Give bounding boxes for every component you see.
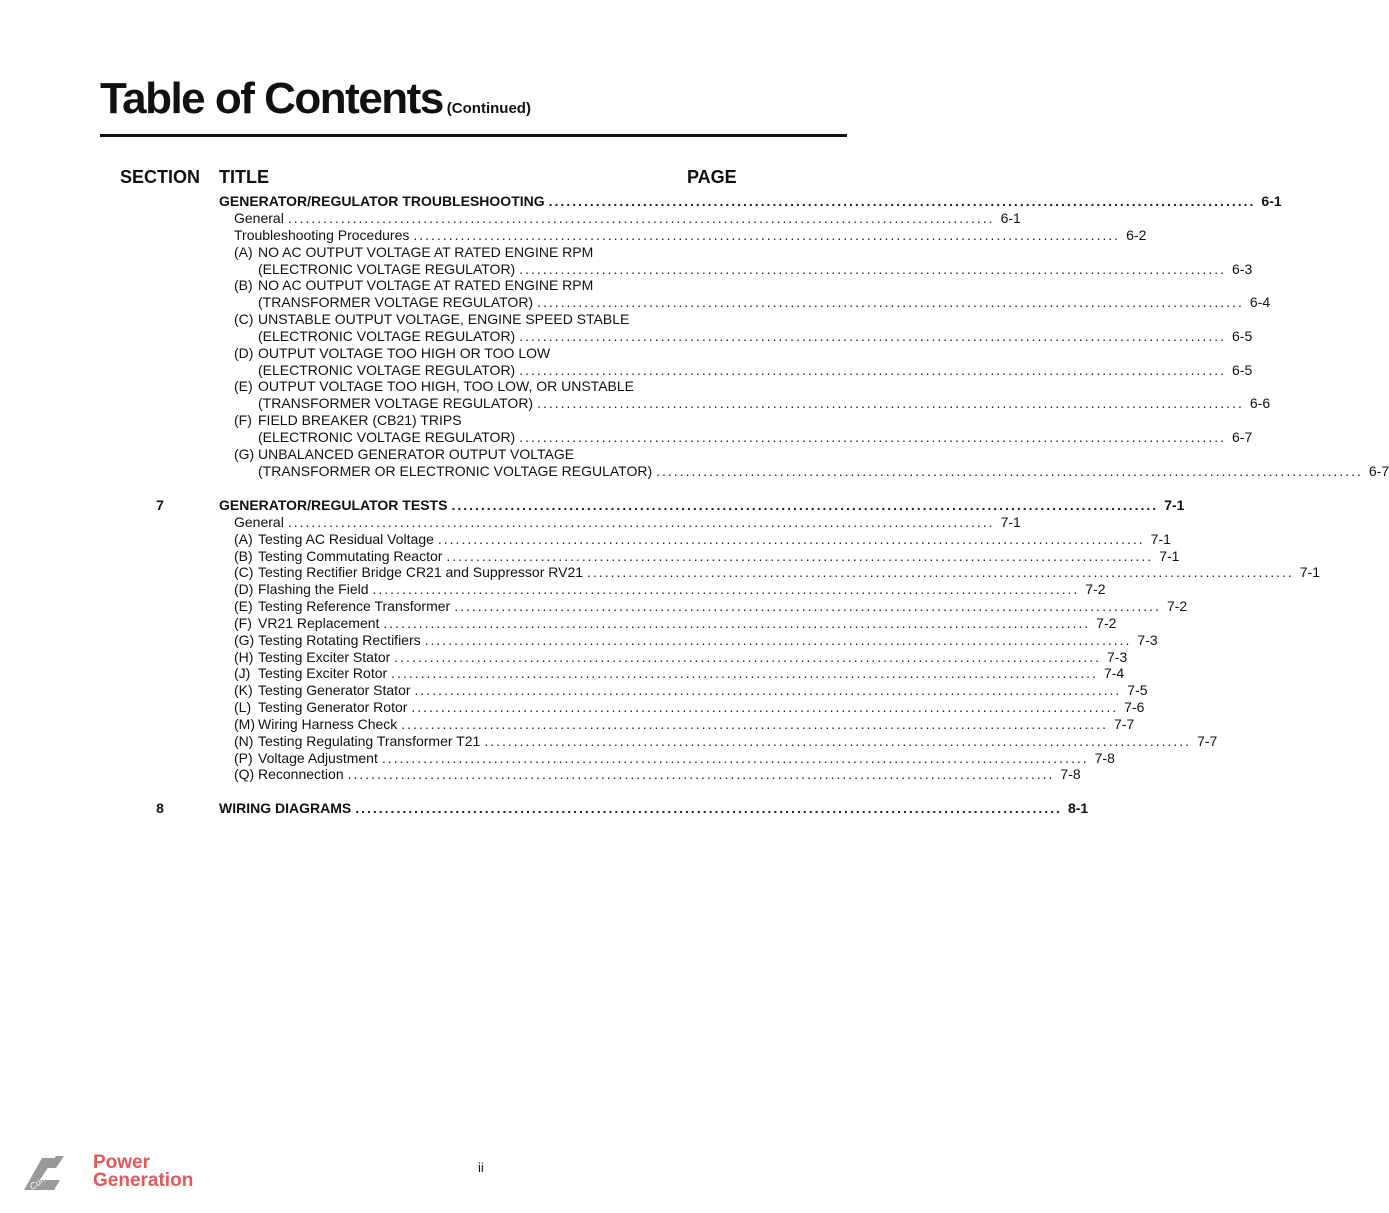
entry-page: 6-5 xyxy=(1232,328,1253,344)
toc-row xyxy=(0,395,1271,412)
continued-label: (Continued) xyxy=(446,100,531,117)
entry-page: 7-8 xyxy=(1060,766,1081,782)
entry-text: NO AC OUTPUT VOLTAGE AT RATED ENGINE RPM xyxy=(258,277,594,293)
entry-text: General xyxy=(234,210,284,226)
entry-page: 7-2 xyxy=(1085,581,1106,597)
entry-title xyxy=(234,766,344,783)
toc-row xyxy=(0,446,944,463)
dot-leader: ........................................................................................................................ xyxy=(446,548,1154,564)
entry-page: 7-4 xyxy=(1103,665,1125,681)
dot-leader: ........................................................................................................................ xyxy=(411,699,1119,715)
entry-text: (TRANSFORMER VOLTAGE REGULATOR) xyxy=(258,294,534,310)
toc-row xyxy=(0,261,1253,278)
dot-leader: ........................................................................................................................ xyxy=(383,615,1091,631)
entry-title xyxy=(234,412,462,429)
dot-leader: ........................................................................................................................ xyxy=(519,261,1226,277)
entry-text: WIRING DIAGRAMS xyxy=(219,800,352,816)
entry-letter: (F) xyxy=(234,615,252,631)
toc-row xyxy=(0,564,1321,581)
toc-row xyxy=(0,412,944,429)
dot-leader: ........................................................................................................................ xyxy=(287,514,995,530)
dot-leader: ........................................................................................................................ xyxy=(548,193,1256,209)
entry-letter: (C) xyxy=(234,311,254,327)
entry-title xyxy=(234,564,583,581)
entry-letter: (L) xyxy=(234,699,252,715)
entry-page: 6-1 xyxy=(1261,193,1282,209)
entry-page: 7-1 xyxy=(1000,514,1021,530)
entry-title xyxy=(234,699,407,716)
entry-text: Testing AC Residual Voltage xyxy=(258,531,434,547)
dot-leader: ........................................................................................................................ xyxy=(587,564,1294,580)
entry-letter: (J) xyxy=(234,665,251,681)
dot-leader: ........................................................................................................................ xyxy=(381,750,1089,766)
entry-text: Reconnection xyxy=(258,766,344,782)
entry-letter: (H) xyxy=(234,649,254,665)
entry-title xyxy=(234,665,387,682)
toc-row xyxy=(0,429,1253,446)
entry-letter: (F) xyxy=(234,412,252,428)
toc-row xyxy=(0,598,1188,615)
entry-page: 6-5 xyxy=(1232,362,1253,378)
cummins-logo-icon xyxy=(20,1150,90,1195)
logo-mark-text: Cummins xyxy=(27,1161,65,1192)
toc-row xyxy=(0,193,1282,210)
entry-letter: (Q) xyxy=(234,766,255,782)
entry-text: Testing Regulating Transformer T21 xyxy=(258,733,481,749)
toc-row xyxy=(0,750,1115,767)
dot-leader: ........................................................................................................................ xyxy=(656,463,1363,479)
dot-leader: ........................................................................................................................ xyxy=(437,531,1145,547)
entry-letter: (C) xyxy=(234,564,254,580)
entry-text: General xyxy=(234,514,284,530)
entry-text: Wiring Harness Check xyxy=(258,716,398,732)
entry-text: FIELD BREAKER (CB21) TRIPS xyxy=(258,412,462,428)
dot-leader: ........................................................................................................................ xyxy=(451,497,1159,513)
entry-text: (TRANSFORMER OR ELECTRONIC VOLTAGE REGULATOR) xyxy=(258,463,653,479)
toc-row xyxy=(0,733,1218,750)
entry-letter: (A) xyxy=(234,531,253,547)
entry-title xyxy=(219,497,447,514)
toc-row xyxy=(0,632,1158,649)
entry-title xyxy=(234,581,369,598)
entry-title xyxy=(258,429,515,446)
dot-leader: ........................................................................................................................ xyxy=(454,598,1161,614)
entry-page: 7-5 xyxy=(1127,682,1148,698)
column-header-section: SECTION xyxy=(120,167,201,187)
entry-page: 7-6 xyxy=(1124,699,1145,715)
entry-title xyxy=(234,750,378,767)
entry-title xyxy=(234,531,434,548)
dot-leader: ........................................................................................................................ xyxy=(484,733,1192,749)
toc-row xyxy=(0,362,1253,379)
toc-row xyxy=(0,227,1147,244)
entry-text: (TRANSFORMER VOLTAGE REGULATOR) xyxy=(258,395,534,411)
entry-title xyxy=(234,378,634,395)
dot-leader: ........................................................................................................................ xyxy=(355,800,1062,816)
entry-page: 7-7 xyxy=(1197,733,1218,749)
toc-row xyxy=(0,649,1128,666)
entry-title xyxy=(219,193,545,210)
dot-leader: ........................................................................................................................ xyxy=(394,649,1102,665)
entry-title xyxy=(234,649,390,666)
entry-page: 6-6 xyxy=(1249,395,1271,411)
entry-page: 7-1 xyxy=(1299,564,1321,580)
entry-page: 7-1 xyxy=(1159,548,1180,564)
entry-text: UNBALANCED GENERATOR OUTPUT VOLTAGE xyxy=(258,446,575,462)
entry-page: 7-2 xyxy=(1166,598,1188,614)
entry-letter: (E) xyxy=(234,598,253,614)
entry-text: Testing Exciter Rotor xyxy=(258,665,388,681)
toc-row xyxy=(0,766,1081,783)
dot-leader: ........................................................................................................................ xyxy=(401,716,1109,732)
entry-title xyxy=(234,227,409,244)
entry-page: 6-3 xyxy=(1232,261,1253,277)
column-header-title: TITLE xyxy=(219,167,269,187)
entry-page: 7-7 xyxy=(1114,716,1135,732)
entry-text: (ELECTRONIC VOLTAGE REGULATOR) xyxy=(258,261,516,277)
toc-row xyxy=(0,581,1106,598)
toc-row xyxy=(0,531,1171,548)
entry-letter: (D) xyxy=(234,581,254,597)
entry-page: 7-1 xyxy=(1164,497,1185,513)
entry-page: 7-8 xyxy=(1094,750,1115,766)
entry-letter: (M) xyxy=(234,716,255,732)
entry-title xyxy=(258,294,533,311)
entry-page: 6-2 xyxy=(1126,227,1147,243)
dot-leader: ........................................................................................................................ xyxy=(519,328,1226,344)
section-number: 8 xyxy=(156,800,164,816)
entry-page: 7-2 xyxy=(1096,615,1117,631)
title-rule xyxy=(100,134,847,137)
power-generation-logo xyxy=(20,1150,220,1195)
entry-letter: (G) xyxy=(234,632,255,648)
toc-row xyxy=(0,548,1180,565)
dot-leader: ........................................................................................................................ xyxy=(413,227,1121,243)
page-number: ii xyxy=(478,1160,484,1175)
entry-page: 7-3 xyxy=(1137,632,1158,648)
entry-letter: (D) xyxy=(234,345,254,361)
entry-page: 6-1 xyxy=(1000,210,1021,226)
entry-letter: (B) xyxy=(234,277,253,293)
entry-title xyxy=(234,277,593,294)
entry-text: Testing Rotating Rectifiers xyxy=(258,632,421,648)
entry-text: VR21 Replacement xyxy=(258,615,380,631)
entry-text: Voltage Adjustment xyxy=(258,750,378,766)
entry-letter: (P) xyxy=(234,750,253,766)
entry-text: Testing Generator Rotor xyxy=(258,699,408,715)
toc-row xyxy=(0,311,944,328)
entry-page: 8-1 xyxy=(1067,800,1089,816)
toc-row xyxy=(0,328,1253,345)
entry-title xyxy=(219,800,351,817)
entry-page: 6-7 xyxy=(1232,429,1253,445)
toc-row xyxy=(0,463,1389,480)
dot-leader: ........................................................................................................................ xyxy=(347,766,1055,782)
dot-leader: ........................................................................................................................ xyxy=(414,682,1122,698)
entry-title xyxy=(234,345,550,362)
toc-row xyxy=(0,210,1021,227)
entry-title xyxy=(234,632,421,649)
entry-text: OUTPUT VOLTAGE TOO HIGH, TOO LOW, OR UNSTABLE xyxy=(258,378,634,394)
entry-title xyxy=(258,395,533,412)
entry-title xyxy=(234,311,629,328)
toc-row xyxy=(0,244,944,261)
entry-text: OUTPUT VOLTAGE TOO HIGH OR TOO LOW xyxy=(258,345,551,361)
toc-row xyxy=(0,665,1125,682)
entry-title xyxy=(234,244,593,261)
toc-row xyxy=(0,615,1117,632)
entry-page: 7-3 xyxy=(1107,649,1128,665)
logo-line-1: Power xyxy=(93,1152,151,1173)
entry-text: Testing Commutating Reactor xyxy=(258,548,443,564)
toc-row xyxy=(0,294,1271,311)
entry-text: GENERATOR/REGULATOR TESTS xyxy=(219,497,448,513)
dot-leader: ........................................................................................................................ xyxy=(287,210,995,226)
entry-text: Troubleshooting Procedures xyxy=(234,227,410,243)
toc-row xyxy=(0,800,1089,817)
entry-text: GENERATOR/REGULATOR TROUBLESHOOTING xyxy=(219,193,545,209)
entry-letter: (N) xyxy=(234,733,254,749)
toc-row xyxy=(0,699,1145,716)
entry-title xyxy=(234,598,450,615)
entry-title xyxy=(234,716,397,733)
logo-line-2: Generation xyxy=(93,1170,194,1191)
entry-text: Testing Rectifier Bridge CR21 and Suppressor RV21 xyxy=(258,564,584,580)
entry-page: 7-1 xyxy=(1150,531,1171,547)
dot-leader: ........................................................................................................................ xyxy=(519,362,1226,378)
entry-title xyxy=(234,446,574,463)
entry-text: (ELECTRONIC VOLTAGE REGULATOR) xyxy=(258,328,516,344)
entry-letter: (A) xyxy=(234,244,253,260)
entry-title xyxy=(258,463,652,480)
toc-row xyxy=(0,514,1021,531)
entry-title xyxy=(234,733,480,750)
entry-title xyxy=(234,548,442,565)
entry-text: Testing Exciter Stator xyxy=(258,649,391,665)
dot-leader: ........................................................................................................................ xyxy=(537,395,1244,411)
page-title: Table of Contents (Continued) xyxy=(100,74,531,123)
entry-letter: (E) xyxy=(234,378,253,394)
toc-row xyxy=(0,378,944,395)
entry-text: (ELECTRONIC VOLTAGE REGULATOR) xyxy=(258,429,516,445)
column-header-page: PAGE xyxy=(687,167,737,187)
toc-row xyxy=(0,497,1185,514)
entry-letter: (B) xyxy=(234,548,253,564)
dot-leader: ........................................................................................................................ xyxy=(537,294,1244,310)
entry-text: Testing Reference Transformer xyxy=(258,598,451,614)
entry-title xyxy=(258,328,515,345)
toc-row xyxy=(0,716,1135,733)
entry-title xyxy=(258,362,515,379)
entry-title xyxy=(234,682,411,699)
entry-text: Flashing the Field xyxy=(258,581,369,597)
entry-text: NO AC OUTPUT VOLTAGE AT RATED ENGINE RPM xyxy=(258,244,594,260)
entry-title xyxy=(234,615,379,632)
entry-letter: (K) xyxy=(234,682,253,698)
dot-leader: ........................................................................................................................ xyxy=(424,632,1132,648)
dot-leader: ........................................................................................................................ xyxy=(372,581,1080,597)
toc-row xyxy=(0,345,944,362)
entry-title xyxy=(258,261,515,278)
toc-row xyxy=(0,682,1148,699)
toc-row xyxy=(0,277,944,294)
entry-page: 6-7 xyxy=(1368,463,1389,479)
entry-text: Testing Generator Stator xyxy=(258,682,411,698)
section-number: 7 xyxy=(156,497,164,513)
entry-letter: (G) xyxy=(234,446,255,462)
entry-title xyxy=(234,514,284,531)
dot-leader: ........................................................................................................................ xyxy=(519,429,1226,445)
entry-page: 6-4 xyxy=(1249,294,1271,310)
entry-title xyxy=(234,210,284,227)
dot-leader: ........................................................................................................................ xyxy=(391,665,1098,681)
entry-text: UNSTABLE OUTPUT VOLTAGE, ENGINE SPEED STABLE xyxy=(258,311,630,327)
entry-text: (ELECTRONIC VOLTAGE REGULATOR) xyxy=(258,362,516,378)
